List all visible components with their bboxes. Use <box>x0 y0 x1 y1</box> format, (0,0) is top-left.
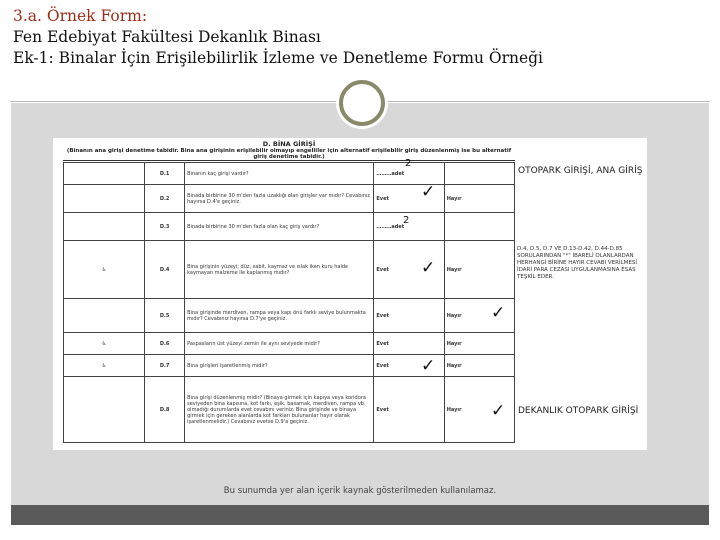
handwritten-number: 2 <box>403 215 410 226</box>
table-row <box>64 355 515 377</box>
table-row <box>64 185 515 213</box>
table-row <box>64 241 515 299</box>
row-code: D.3 <box>145 213 185 241</box>
row-yes: Evet <box>374 377 444 443</box>
row-no: Hayır <box>444 333 514 355</box>
row-question: Paspasların üst yüzeyi zemin ile aynı seviyede midir? <box>185 333 374 355</box>
row-symbol <box>64 377 145 443</box>
checkmark-icon: ✓ <box>421 258 436 278</box>
row-no <box>444 213 514 241</box>
row-question: Bina girişinde merdiven, rampa veya kapı önü farklı seviye bulunmakta mıdır? Cevabınız hayırsa D.7'ye geçiniz. <box>185 299 374 333</box>
table-row <box>64 333 515 355</box>
form-title: Ek-1: Binalar İçin Erişilebilirlik İzleme ve Denetleme Formu Örneği <box>13 49 544 67</box>
checkmark-icon: ✓ <box>421 356 436 376</box>
row-code: D.8 <box>145 377 185 443</box>
title-block <box>13 6 703 69</box>
row-code: D.1 <box>145 163 185 185</box>
table-row <box>64 377 515 443</box>
row-code: D.5 <box>145 299 185 333</box>
row-code: D.6 <box>145 333 185 355</box>
handwritten-number: 2 <box>405 158 412 169</box>
row-no <box>444 163 514 185</box>
scanned-form <box>53 138 647 450</box>
row-question: Binanın kaç girişi vardır? <box>185 163 374 185</box>
row-yes: Evet <box>374 333 444 355</box>
row-yes: ………adet <box>374 213 444 241</box>
row-question: Bina girişinin yüzeyi; düz, sabit, kaymaz ve ıslak iken kuru halde kaymayan malzeme ile kaplanmış mıdır? <box>185 241 374 299</box>
row-symbol: ♿ <box>64 333 145 355</box>
row-yes: Evet <box>374 185 444 213</box>
row-question: Bina girişi düzenlenmiş midir? (Binaya girmek için kapıya veya koridora seviyeden bina kapısına, kot farkı, eşik, basamak, merdiven, rampa vb. olmadığı durumlarda evet cevabını veriniz. Bina girişinde ve binaya girmek için gereken alanlarda kot farkları bulunanlar hayır olarak işaretlenmelidir.) Cevabınız evetse D.9'a geçiniz. <box>185 377 374 443</box>
row-question: Binada birbirine 30 m'den fazla olan kaç giriş vardır? <box>185 213 374 241</box>
row-no: Hayır <box>444 241 514 299</box>
row-question: Binada birbirine 30 m'den fazla uzaklığı olan girişler var mıdır? Cevabınız hayırsa D.4'e geçiniz. <box>185 185 374 213</box>
row-no: Hayır <box>444 299 514 333</box>
slide-section-label: 3.a. Örnek Form: <box>13 7 148 25</box>
row-yes: Evet <box>374 355 444 377</box>
row-code: D.7 <box>145 355 185 377</box>
table-row <box>64 213 515 241</box>
penalty-note: D.4, D.5, D.7 VE D.13-D.42, D.44-D.85 SORULARINDAN "*" İBARELİ OLANLARDAN HERHANGİ BİRİNE HAYIR CEVABI VERİLMESİ İDARİ PARA CEZASI UYGULANMASINA ESAS TEŞKİL EDER. <box>517 246 637 280</box>
row-yes: ………adet <box>374 163 444 185</box>
row-yes: Evet <box>374 241 444 299</box>
table-row <box>64 163 515 185</box>
decorative-circle-icon <box>339 80 385 126</box>
row-symbol <box>64 299 145 333</box>
row-symbol <box>64 163 145 185</box>
row-symbol: ♿ <box>64 355 145 377</box>
form-table <box>63 162 515 443</box>
handwritten-note: OTOPARK GİRİŞİ, ANA GİRİŞ <box>518 166 643 176</box>
form-section-subtitle: (Binanın ana girişi denetime tabidir. Bina ana girişinin erişilebilir olmayıp engelliler için alternatif erişilebilir giriş düzenlenmiş ise bu alternatif giriş denetime tabidir.) <box>63 148 515 161</box>
handwritten-note: DEKANLIK OTOPARK GİRİŞİ <box>518 406 639 416</box>
table-row <box>64 299 515 333</box>
row-code: D.2 <box>145 185 185 213</box>
row-code: D.4 <box>145 241 185 299</box>
row-no: Hayır <box>444 355 514 377</box>
footer-disclaimer: Bu sunumda yer alan içerik kaynak gösterilmeden kullanılamaz. <box>223 486 497 496</box>
row-no: Hayır <box>444 185 514 213</box>
checkmark-icon: ✓ <box>421 182 436 202</box>
row-question: Bina girişleri işaretlenmiş midir? <box>185 355 374 377</box>
checkmark-icon: ✓ <box>491 303 506 323</box>
row-symbol <box>64 185 145 213</box>
form-section-title: D. BİNA GİRİŞİ <box>262 140 316 148</box>
row-no: Hayır <box>444 377 514 443</box>
bottom-bar <box>11 505 709 525</box>
row-yes: Evet <box>374 299 444 333</box>
row-symbol: ♿ <box>64 241 145 299</box>
checkmark-icon: ✓ <box>491 401 506 421</box>
form-header <box>63 140 515 160</box>
building-name: Fen Edebiyat Fakültesi Dekanlık Binası <box>13 28 321 46</box>
row-symbol <box>64 213 145 241</box>
